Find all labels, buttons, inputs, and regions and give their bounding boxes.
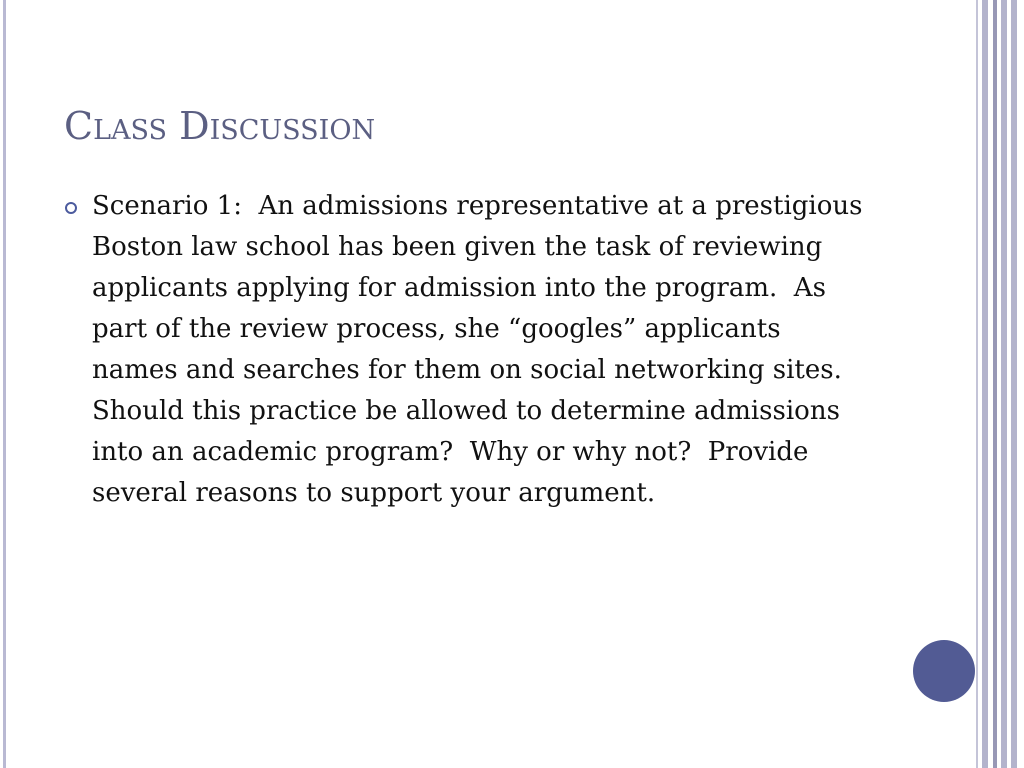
- right-stripe: [993, 0, 997, 768]
- hollow-circle-bullet-icon: [65, 202, 77, 214]
- right-stripe: [982, 0, 988, 768]
- bullet-text: Scenario 1: An admissions representative at a prestigious Boston law school has been given the task of reviewing applicants applying for admission into the program. As part of the review process, she “googles” applicants names and searches for them on social networking sites. Should this practice be allowed to determine admissions into an academic program? Why or why not? Provide several reasons to support your argument.: [92, 191, 871, 508]
- right-stripe: [1001, 0, 1007, 768]
- bullet-item: [64, 186, 874, 514]
- slide-body: [64, 186, 874, 514]
- right-stripe: [976, 0, 978, 768]
- right-stripe: [1011, 0, 1017, 768]
- circle-decoration-icon: [913, 640, 975, 702]
- slide-title: Class Discussion: [64, 104, 376, 148]
- left-border-stripe: [3, 0, 6, 768]
